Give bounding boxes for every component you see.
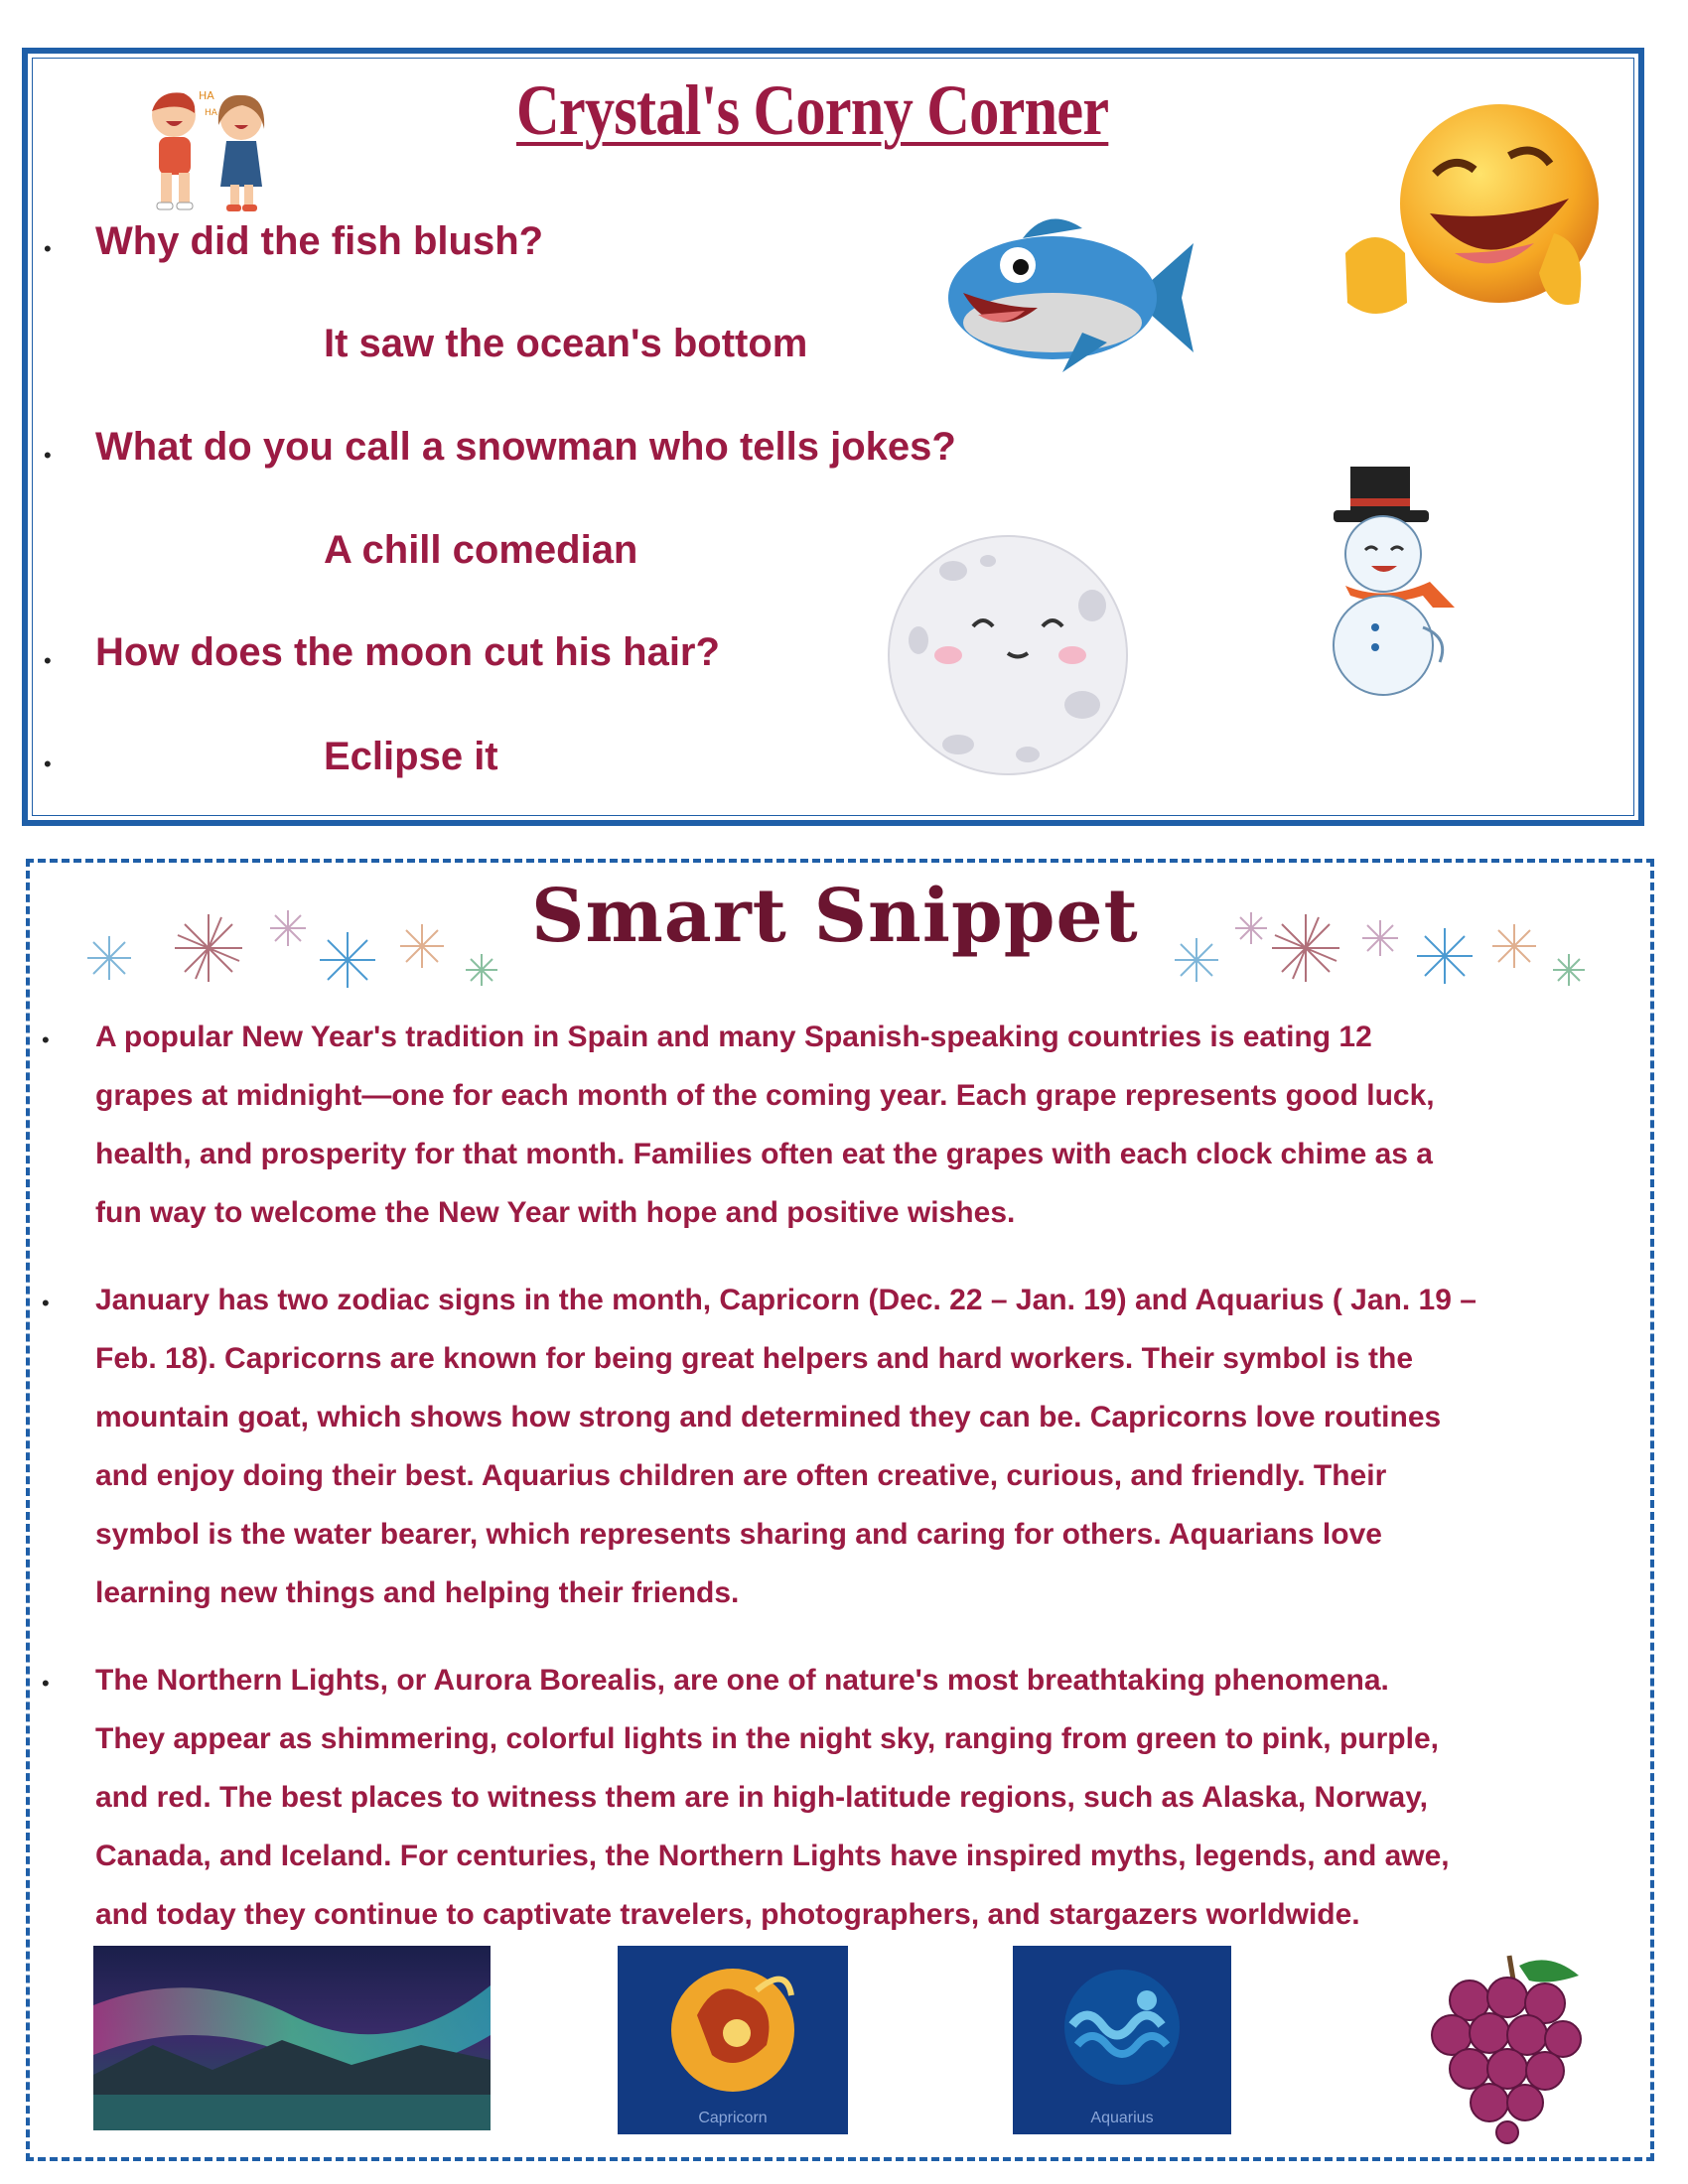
fireworks-decoration-right (1167, 898, 1594, 998)
text-line: Feb. 18). Capricorns are known for being great helpers and hard workers. Their symbol is the (95, 1342, 1414, 1375)
joke-question: Why did the fish blush? (95, 219, 544, 263)
text-line: health, and prosperity for that month. Families often eat the grapes with each clock chime as a (95, 1138, 1433, 1170)
snippet-paragraph-northern-lights (95, 1651, 1450, 1944)
text-line: A popular New Year's tradition in Spain and many Spanish-speaking countries is eating 12 (95, 1021, 1372, 1053)
text-line: learning new things and helping their friends. (95, 1576, 740, 1609)
text-line: and today they continue to captivate travelers, photographers, and stargazers worldwide. (95, 1898, 1360, 1931)
aquarius-sign-image (1013, 1946, 1231, 2134)
bullet: • (44, 443, 52, 468)
aquarius-label: Aquarius (1090, 2110, 1154, 2126)
text-line: fun way to welcome the New Year with hope and positive wishes. (95, 1196, 1016, 1229)
capricorn-label: Capricorn (698, 2110, 768, 2126)
text-line: They appear as shimmering, colorful lights in the night sky, ranging from green to pink, purple, (95, 1722, 1439, 1755)
joke-question: What do you call a snowman who tells jokes? (95, 425, 956, 469)
joke-answer: It saw the ocean's bottom (324, 322, 808, 365)
text-line: The Northern Lights, or Aurora Borealis, are one of nature's most breathtaking phenomena. (95, 1664, 1389, 1697)
fireworks-decoration-left (79, 898, 506, 998)
aquarius-icon (1013, 1946, 1231, 2105)
snowman-illustration (1306, 459, 1465, 697)
bullet: • (44, 648, 52, 673)
svg-text:HA: HA (205, 108, 217, 118)
snippet-paragraph-grapes (95, 1008, 1435, 1242)
bullet: • (42, 1671, 50, 1696)
text-line: and enjoy doing their best. Aquarius children are often creative, curious, and friendly. Their (95, 1459, 1387, 1492)
joke-question: How does the moon cut his hair? (95, 630, 720, 674)
bullet: • (42, 1027, 50, 1052)
aurora-borealis-photo (93, 1946, 491, 2130)
moon-illustration (879, 531, 1137, 779)
bullet: • (44, 751, 52, 776)
bullet: • (42, 1291, 50, 1315)
capricorn-sign-image (618, 1946, 848, 2134)
text-line: Canada, and Iceland. For centuries, the Northern Lights have inspired myths, legends, and awe, (95, 1840, 1450, 1872)
text-line: and red. The best places to witness them are in high-latitude regions, such as Alaska, Norway, (95, 1781, 1429, 1814)
joke-answer: Eclipse it (324, 735, 498, 778)
text-line: symbol is the water bearer, which represents sharing and caring for others. Aquarians love (95, 1518, 1382, 1551)
svg-text:HA: HA (199, 89, 214, 102)
text-line: grapes at midnight—one for each month of the coming year. Each grape represents good luck, (95, 1079, 1435, 1112)
grapes-illustration (1410, 1946, 1609, 2144)
snippet-paragraph-zodiac (95, 1271, 1477, 1622)
smart-snippet-title: Smart Snippet (531, 874, 1139, 959)
fish-illustration (933, 204, 1201, 392)
corny-corner-title: Crystal's Corny Corner (516, 70, 1109, 150)
capricorn-icon (618, 1946, 848, 2105)
laughing-emoji-icon (1336, 104, 1604, 342)
joke-answer: A chill comedian (324, 528, 638, 572)
bullet: • (44, 236, 52, 261)
text-line: mountain goat, which shows how strong and determined they can be. Capricorns love routines (95, 1401, 1442, 1433)
laughing-kids-illustration (139, 85, 288, 219)
text-line: January has two zodiac signs in the month, Capricorn (Dec. 22 – Jan. 19) and Aquarius ( Jan. 19 – (95, 1284, 1477, 1316)
